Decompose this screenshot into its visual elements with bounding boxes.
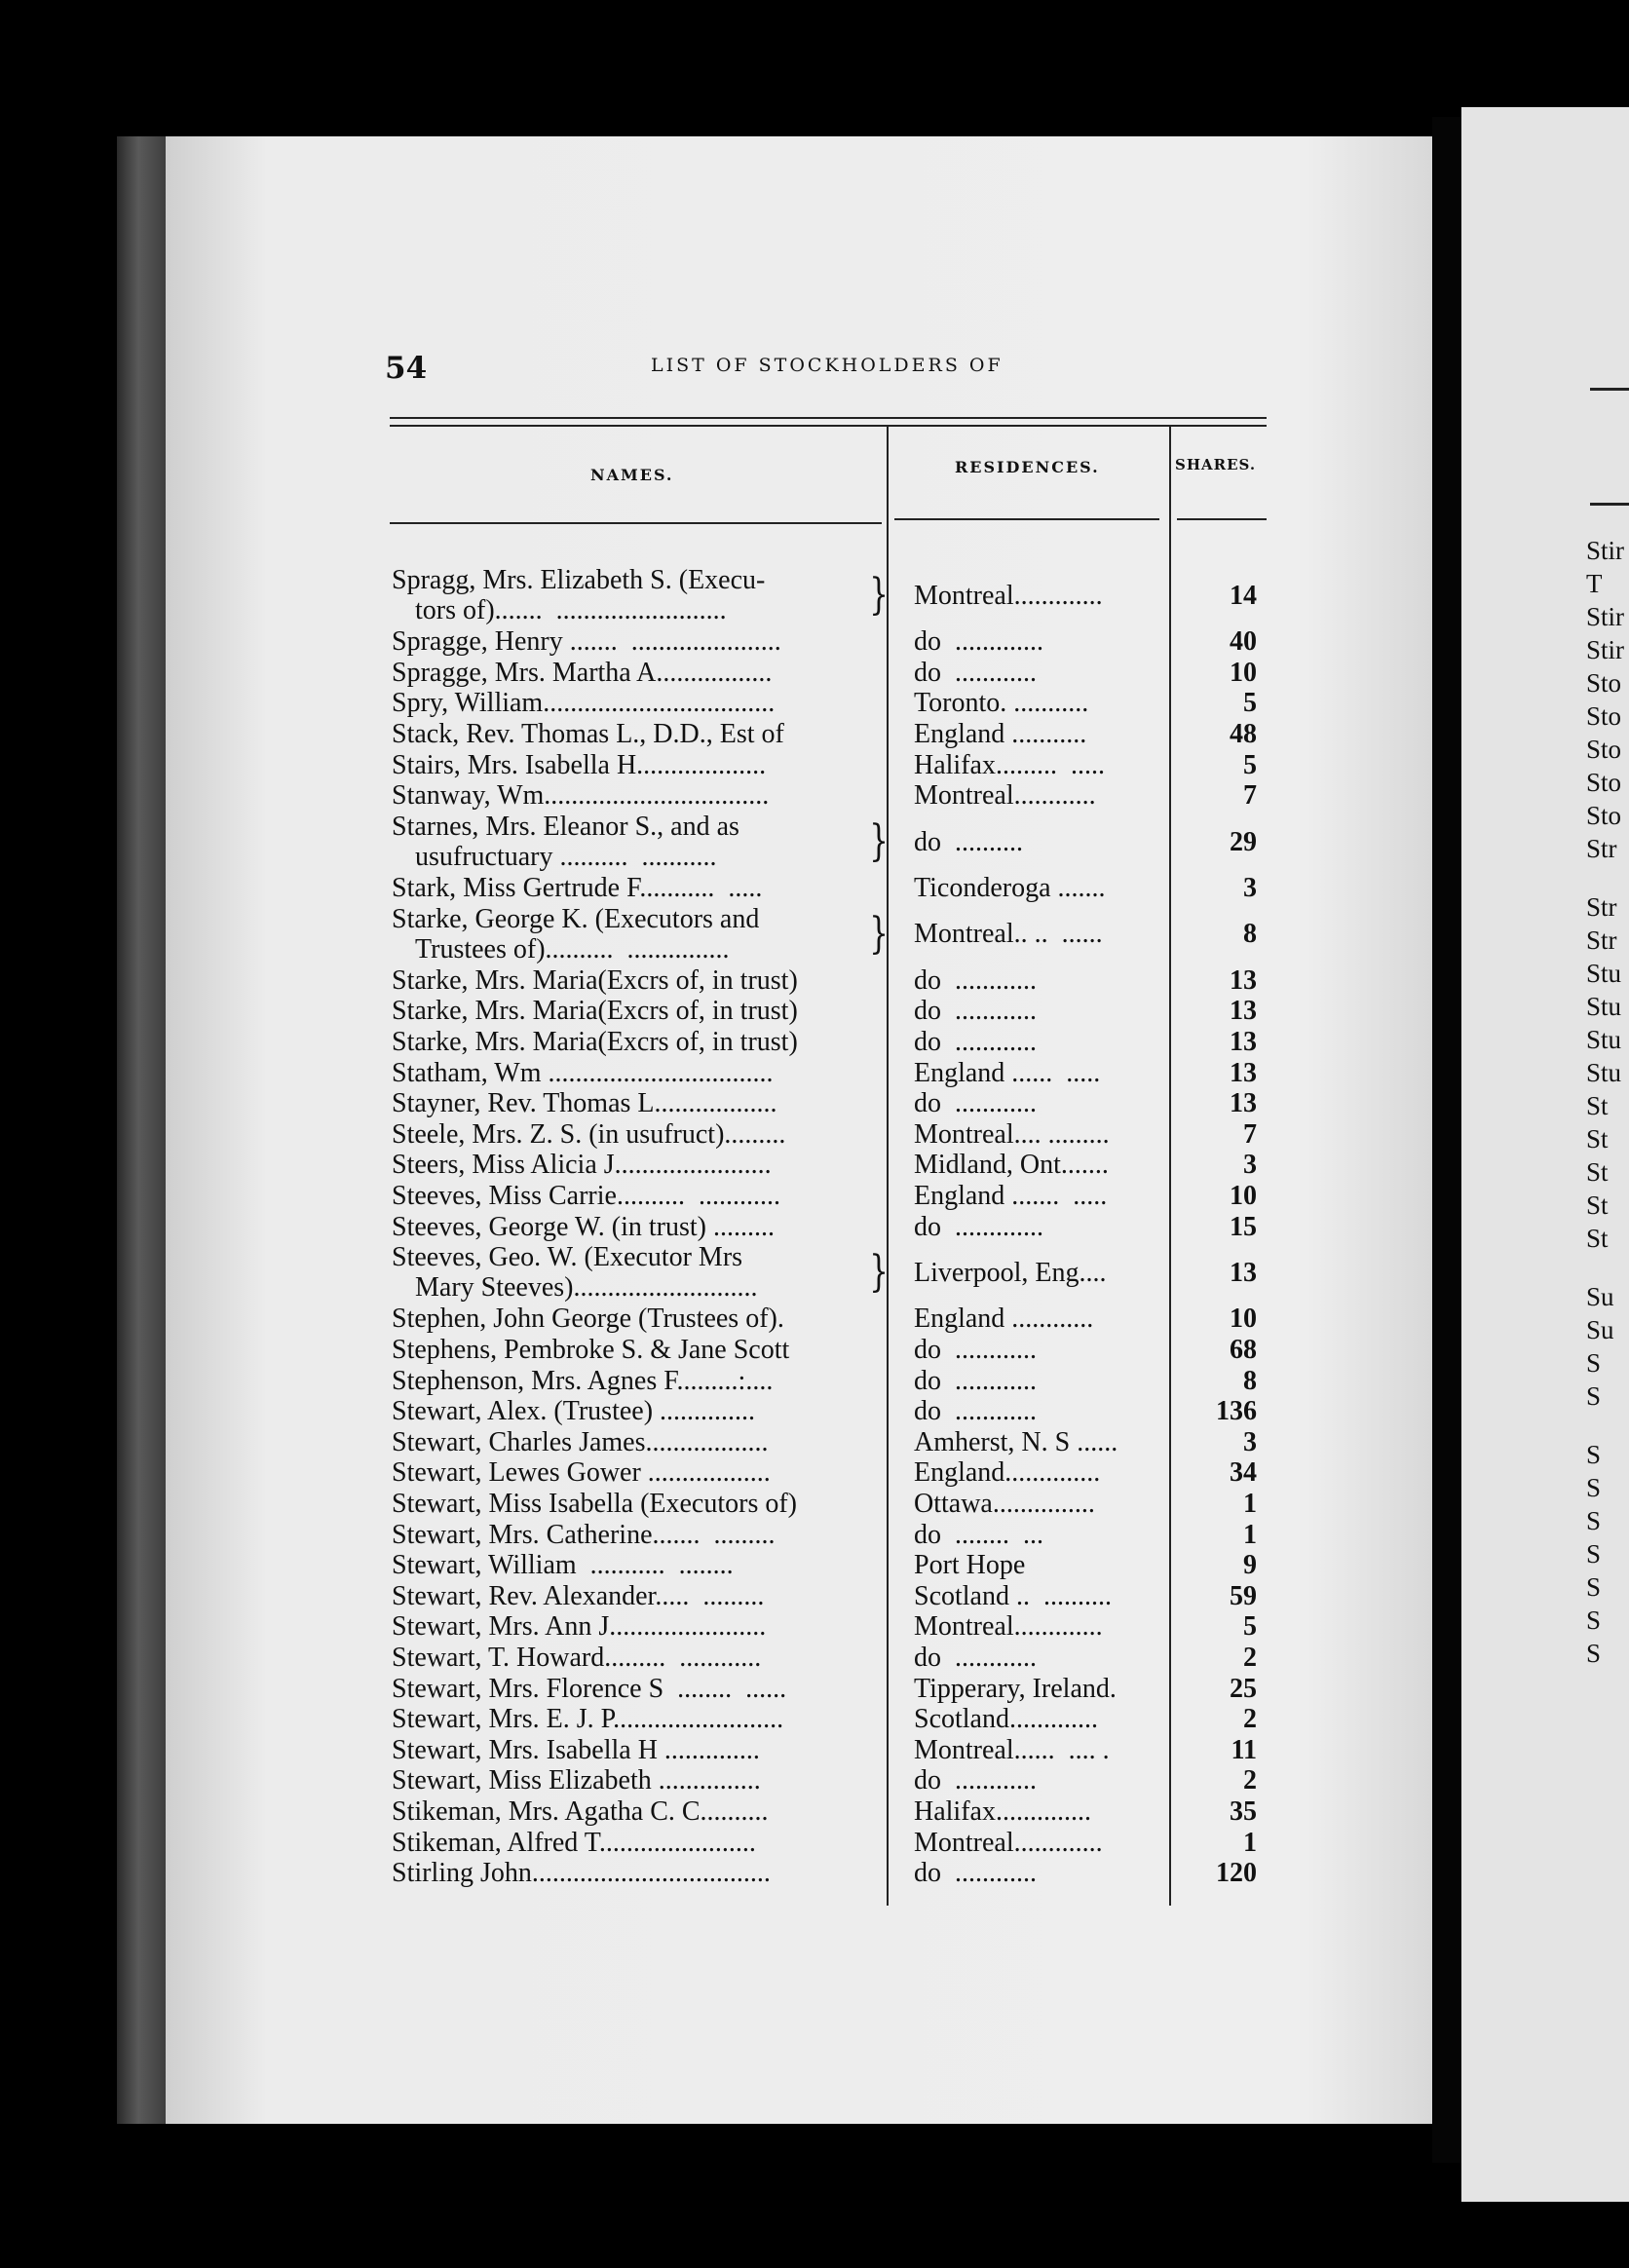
residence: Scotland............. bbox=[914, 1704, 1098, 1735]
residence: do ............ bbox=[914, 1765, 1037, 1796]
name-line: Stewart, Mrs. Florence S ........ ...... bbox=[392, 1673, 787, 1704]
stockholder-name bbox=[392, 1427, 769, 1457]
residence: Tipperary, Ireland. bbox=[914, 1673, 1117, 1704]
stockholder-name bbox=[392, 1796, 769, 1827]
shares: 1 bbox=[1243, 1827, 1257, 1858]
name-line: Stewart, Miss Isabella (Executors of) bbox=[392, 1489, 797, 1519]
page-number: 54 bbox=[385, 351, 428, 386]
residence: Liverpool, Eng.... bbox=[914, 1257, 1107, 1288]
stockholder-name bbox=[392, 1550, 734, 1580]
next-page-fragment: S bbox=[1586, 1506, 1602, 1535]
name-line: Stewart, Rev. Alexander..... ......... bbox=[392, 1580, 765, 1611]
stockholder-name bbox=[392, 1643, 761, 1673]
residence: Montreal............. bbox=[914, 1827, 1103, 1858]
stockholder-name bbox=[392, 1366, 773, 1396]
name-line: Stewart, Mrs. Isabella H .............. bbox=[392, 1734, 760, 1765]
residence: Midland, Ont....... bbox=[914, 1150, 1109, 1181]
name-line: Starke, Mrs. Maria(Excrs of, in trust) bbox=[392, 964, 798, 996]
stockholder-name bbox=[392, 719, 784, 749]
name-line: Starke, Mrs. Maria(Excrs of, in trust) bbox=[392, 1027, 798, 1057]
stockholder-name bbox=[392, 1058, 773, 1088]
name-line: Stark, Miss Gertrude F........... ..... bbox=[392, 873, 763, 903]
name-line: Stewart, Lewes Gower .................. bbox=[392, 1457, 771, 1489]
next-page-fragment: Stu bbox=[1586, 992, 1622, 1021]
name-line: Stack, Rev. Thomas L., D.D., Est of bbox=[392, 719, 784, 749]
name-line: Steers, Miss Alicia J....................... bbox=[392, 1150, 772, 1181]
next-page-fragment: S bbox=[1586, 1606, 1602, 1635]
shares: 2 bbox=[1243, 1704, 1257, 1735]
name-line: Spragge, Mrs. Martha A................. bbox=[392, 657, 773, 688]
column-header-residences: RESIDENCES. bbox=[955, 458, 1100, 476]
residence: Montreal............. bbox=[914, 1611, 1103, 1643]
name-line: Starnes, Mrs. Eleanor S., and as bbox=[392, 811, 739, 842]
next-page-fragment: S bbox=[1586, 1473, 1602, 1502]
name-line: Starke, Mrs. Maria(Excrs of, in trust) bbox=[392, 996, 798, 1027]
residence: do ............ bbox=[914, 657, 1037, 688]
residence: England ....... ..... bbox=[914, 1181, 1108, 1211]
name-line: Stewart, Mrs. E. J. P......................... bbox=[392, 1704, 784, 1735]
name-line: Stewart, T. Howard......... ............ bbox=[392, 1643, 762, 1673]
name-continuation: usufructuary .......... ........... bbox=[415, 841, 717, 872]
brace-icon: } bbox=[869, 908, 889, 959]
shares: 59 bbox=[1230, 1580, 1257, 1611]
name-line: Stewart, Alex. (Trustee) .............. bbox=[392, 1396, 756, 1427]
residence: do ............. bbox=[914, 1211, 1043, 1242]
stockholder-name bbox=[392, 1027, 798, 1057]
name-continuation: tors of)....... ......................... bbox=[415, 595, 727, 625]
next-page-rule bbox=[1590, 388, 1629, 391]
shares: 40 bbox=[1230, 626, 1257, 658]
next-page-fragment: St bbox=[1586, 1091, 1609, 1120]
stockholder-name bbox=[392, 688, 775, 718]
residence: Ticonderoga ....... bbox=[914, 873, 1106, 903]
shares: 10 bbox=[1230, 1304, 1257, 1335]
next-page-fragment: St bbox=[1586, 1224, 1609, 1253]
residence: Halifax......... ..... bbox=[914, 749, 1105, 780]
next-page-fragment: Stir bbox=[1586, 602, 1625, 631]
next-page-fragment: S bbox=[1586, 1639, 1602, 1668]
next-page-fragment: Sto bbox=[1586, 668, 1622, 698]
name-line: Stephens, Pembroke S. & Jane Scott bbox=[392, 1335, 790, 1365]
shares: 2 bbox=[1243, 1643, 1257, 1673]
shares: 13 bbox=[1230, 1027, 1257, 1057]
name-line: Stephen, John George (Trustees of). bbox=[392, 1304, 784, 1335]
residence: do ............ bbox=[914, 1365, 1037, 1396]
stockholder-name bbox=[392, 658, 772, 688]
stockholder-name bbox=[392, 996, 798, 1026]
name-continuation: Mary Steeves)........................... bbox=[415, 1272, 758, 1304]
next-page-fragment: Str bbox=[1586, 892, 1617, 922]
next-page-fragment: Su bbox=[1586, 1315, 1614, 1344]
stockholder-name bbox=[392, 1858, 771, 1888]
shares: 14 bbox=[1230, 580, 1257, 611]
next-page-fragment: Su bbox=[1586, 1282, 1614, 1311]
stockholder-name bbox=[392, 1396, 755, 1426]
stockholder-name bbox=[392, 965, 798, 996]
name-line: Steeves, Miss Carrie.......... ............ bbox=[392, 1181, 780, 1211]
shares: 13 bbox=[1230, 996, 1257, 1027]
residence: England ...... ..... bbox=[914, 1057, 1101, 1088]
column-header-names: NAMES. bbox=[590, 466, 674, 484]
residence: Montreal............. bbox=[914, 580, 1103, 611]
name-line: Stairs, Mrs. Isabella H................... bbox=[392, 749, 767, 780]
residence: Scotland .. .......... bbox=[914, 1580, 1112, 1611]
name-line: Spragg, Mrs. Elizabeth S. (Execu- bbox=[392, 565, 766, 595]
next-page-fragment: Str bbox=[1586, 834, 1617, 863]
next-page-fragment: Sto bbox=[1586, 701, 1622, 731]
residence: do ............. bbox=[914, 626, 1043, 658]
stockholder-name bbox=[392, 565, 765, 625]
residence: Montreal...... .... . bbox=[914, 1734, 1110, 1765]
shares: 7 bbox=[1243, 780, 1257, 812]
shares: 25 bbox=[1230, 1673, 1257, 1704]
next-page-fragment: St bbox=[1586, 1124, 1609, 1153]
name-line: Starke, George K. (Executors and bbox=[392, 903, 760, 934]
shares: 5 bbox=[1243, 749, 1257, 780]
residence: do ............ bbox=[914, 1027, 1037, 1057]
residence: England ........... bbox=[914, 719, 1087, 749]
shares: 35 bbox=[1230, 1796, 1257, 1827]
residence: do ............ bbox=[914, 1858, 1037, 1889]
shares: 10 bbox=[1230, 657, 1257, 688]
name-line: Steele, Mrs. Z. S. (in usufruct)......... bbox=[392, 1118, 786, 1150]
shares: 9 bbox=[1243, 1550, 1257, 1581]
residence: do .......... bbox=[914, 826, 1023, 857]
shares: 34 bbox=[1230, 1457, 1257, 1489]
stockholder-name bbox=[392, 1304, 784, 1334]
next-page-fragment: Stu bbox=[1586, 1025, 1622, 1054]
name-line: Statham, Wm ................................. bbox=[392, 1057, 774, 1088]
residence: do ............ bbox=[914, 996, 1037, 1027]
residence: do ............ bbox=[914, 1643, 1037, 1673]
residence: do ............ bbox=[914, 1396, 1037, 1427]
residence: do ............ bbox=[914, 1335, 1037, 1365]
stockholder-name bbox=[392, 1242, 758, 1303]
name-line: Stewart, Mrs. Catherine....... ......... bbox=[392, 1519, 776, 1550]
shares: 8 bbox=[1243, 919, 1257, 950]
name-line: Steeves, Geo. W. (Executor Mrs bbox=[392, 1242, 743, 1273]
shares: 120 bbox=[1216, 1858, 1257, 1889]
stockholder-name bbox=[392, 780, 769, 811]
name-line: Stephenson, Mrs. Agnes F.........:.... bbox=[392, 1365, 774, 1396]
name-line: Stewart, Mrs. Ann J....................... bbox=[392, 1611, 767, 1643]
shares: 29 bbox=[1230, 826, 1257, 857]
stockholder-name bbox=[392, 1765, 761, 1796]
brace-icon: } bbox=[869, 815, 889, 866]
residence: Montreal.. .. ...... bbox=[914, 919, 1103, 950]
shares: 1 bbox=[1243, 1519, 1257, 1550]
name-line: Spry, William.................................. bbox=[392, 688, 776, 719]
next-page-fragment: Sto bbox=[1586, 768, 1622, 797]
stockholder-name bbox=[392, 1489, 797, 1519]
shares: 13 bbox=[1230, 1057, 1257, 1088]
next-page-fragment: S bbox=[1586, 1539, 1602, 1569]
stockholder-name bbox=[392, 812, 739, 872]
next-page-fragment: Stu bbox=[1586, 1058, 1622, 1087]
residence: Amherst, N. S ...... bbox=[914, 1426, 1118, 1457]
residence: Ottawa............... bbox=[914, 1489, 1095, 1519]
name-continuation: Trustees of).......... ............... bbox=[415, 933, 730, 964]
stockholder-name bbox=[392, 1611, 766, 1642]
shares: 7 bbox=[1243, 1118, 1257, 1150]
next-page-fragment: S bbox=[1586, 1440, 1602, 1469]
shares: 8 bbox=[1243, 1365, 1257, 1396]
brace-icon: } bbox=[869, 1247, 889, 1298]
name-line: Stewart, Miss Elizabeth ............... bbox=[392, 1765, 761, 1796]
stockholder-name bbox=[392, 873, 762, 903]
shares: 13 bbox=[1230, 964, 1257, 996]
shares: 3 bbox=[1243, 1426, 1257, 1457]
stockholder-name bbox=[392, 1181, 780, 1211]
name-line: Stirling John................................... bbox=[392, 1858, 771, 1889]
residence: do ........ ... bbox=[914, 1519, 1043, 1550]
next-page-fragment: T bbox=[1586, 569, 1603, 598]
residence: do ............ bbox=[914, 1088, 1037, 1119]
stockholder-name bbox=[392, 1828, 756, 1858]
stockholder-name bbox=[392, 1581, 764, 1611]
name-line: Spragge, Henry ....... ...................... bbox=[392, 626, 781, 658]
residence: Halifax.............. bbox=[914, 1796, 1091, 1827]
shares: 13 bbox=[1230, 1088, 1257, 1119]
name-line: Stikeman, Mrs. Agatha C. C.......... bbox=[392, 1796, 769, 1827]
stockholder-name bbox=[392, 1735, 760, 1765]
stockholder-name bbox=[392, 904, 759, 964]
name-line: Steeves, George W. (in trust) ......... bbox=[392, 1211, 775, 1242]
brace-icon: } bbox=[869, 570, 889, 620]
stockholder-name bbox=[392, 1212, 775, 1242]
residence: Toronto. ........... bbox=[914, 688, 1089, 719]
shares: 11 bbox=[1231, 1734, 1257, 1765]
stockholder-name bbox=[392, 1457, 771, 1488]
next-page-rule-2 bbox=[1590, 503, 1629, 506]
next-page-fragment: Sto bbox=[1586, 735, 1622, 764]
name-line: Stewart, Charles James.................. bbox=[392, 1426, 769, 1457]
next-page-fragment: S bbox=[1586, 1348, 1602, 1378]
page-heading: LIST OF STOCKHOLDERS OF bbox=[651, 355, 1004, 376]
shares: 2 bbox=[1243, 1765, 1257, 1796]
stockholder-name bbox=[392, 1119, 785, 1150]
shares: 5 bbox=[1243, 688, 1257, 719]
residence: England.............. bbox=[914, 1457, 1101, 1489]
shares: 68 bbox=[1230, 1335, 1257, 1365]
name-line: Stanway, Wm................................. bbox=[392, 780, 770, 812]
shares: 136 bbox=[1216, 1396, 1257, 1427]
next-page-fragment: St bbox=[1586, 1157, 1609, 1187]
residence: England ............ bbox=[914, 1304, 1094, 1335]
residence: Montreal............ bbox=[914, 780, 1096, 812]
stockholder-name bbox=[392, 1335, 789, 1365]
stockholder-name bbox=[392, 1674, 786, 1704]
next-page-fragment: Stir bbox=[1586, 635, 1625, 664]
residence: do ............ bbox=[914, 964, 1037, 996]
shares: 10 bbox=[1230, 1181, 1257, 1211]
stockholder-name bbox=[392, 1088, 777, 1118]
shares: 5 bbox=[1243, 1611, 1257, 1643]
residence: Montreal.... ......... bbox=[914, 1118, 1110, 1150]
next-page-fragment: S bbox=[1586, 1572, 1602, 1602]
shares: 3 bbox=[1243, 1150, 1257, 1181]
residence: Port Hope bbox=[914, 1550, 1026, 1581]
shares: 1 bbox=[1243, 1489, 1257, 1519]
column-header-shares: SHARES. bbox=[1175, 456, 1257, 473]
shares: 48 bbox=[1230, 719, 1257, 749]
shares: 3 bbox=[1243, 873, 1257, 903]
stockholder-name bbox=[392, 750, 766, 780]
stockholder-name bbox=[392, 626, 781, 657]
shares: 15 bbox=[1230, 1211, 1257, 1242]
name-line: Stewart, William ........... ........ bbox=[392, 1550, 734, 1581]
next-page-fragment: Stir bbox=[1586, 536, 1625, 565]
shares: 13 bbox=[1230, 1257, 1257, 1288]
name-line: Stikeman, Alfred T....................... bbox=[392, 1827, 756, 1858]
next-page-fragment: S bbox=[1586, 1381, 1602, 1411]
name-line: Stayner, Rev. Thomas L.................. bbox=[392, 1088, 777, 1119]
next-page-fragment: Sto bbox=[1586, 801, 1622, 830]
next-page-fragment: Str bbox=[1586, 926, 1617, 955]
next-page-fragment: Stu bbox=[1586, 959, 1622, 988]
stockholder-name bbox=[392, 1150, 772, 1180]
next-page-fragment: St bbox=[1586, 1191, 1609, 1220]
stockholder-name bbox=[392, 1704, 783, 1734]
stockholder-name bbox=[392, 1520, 776, 1550]
